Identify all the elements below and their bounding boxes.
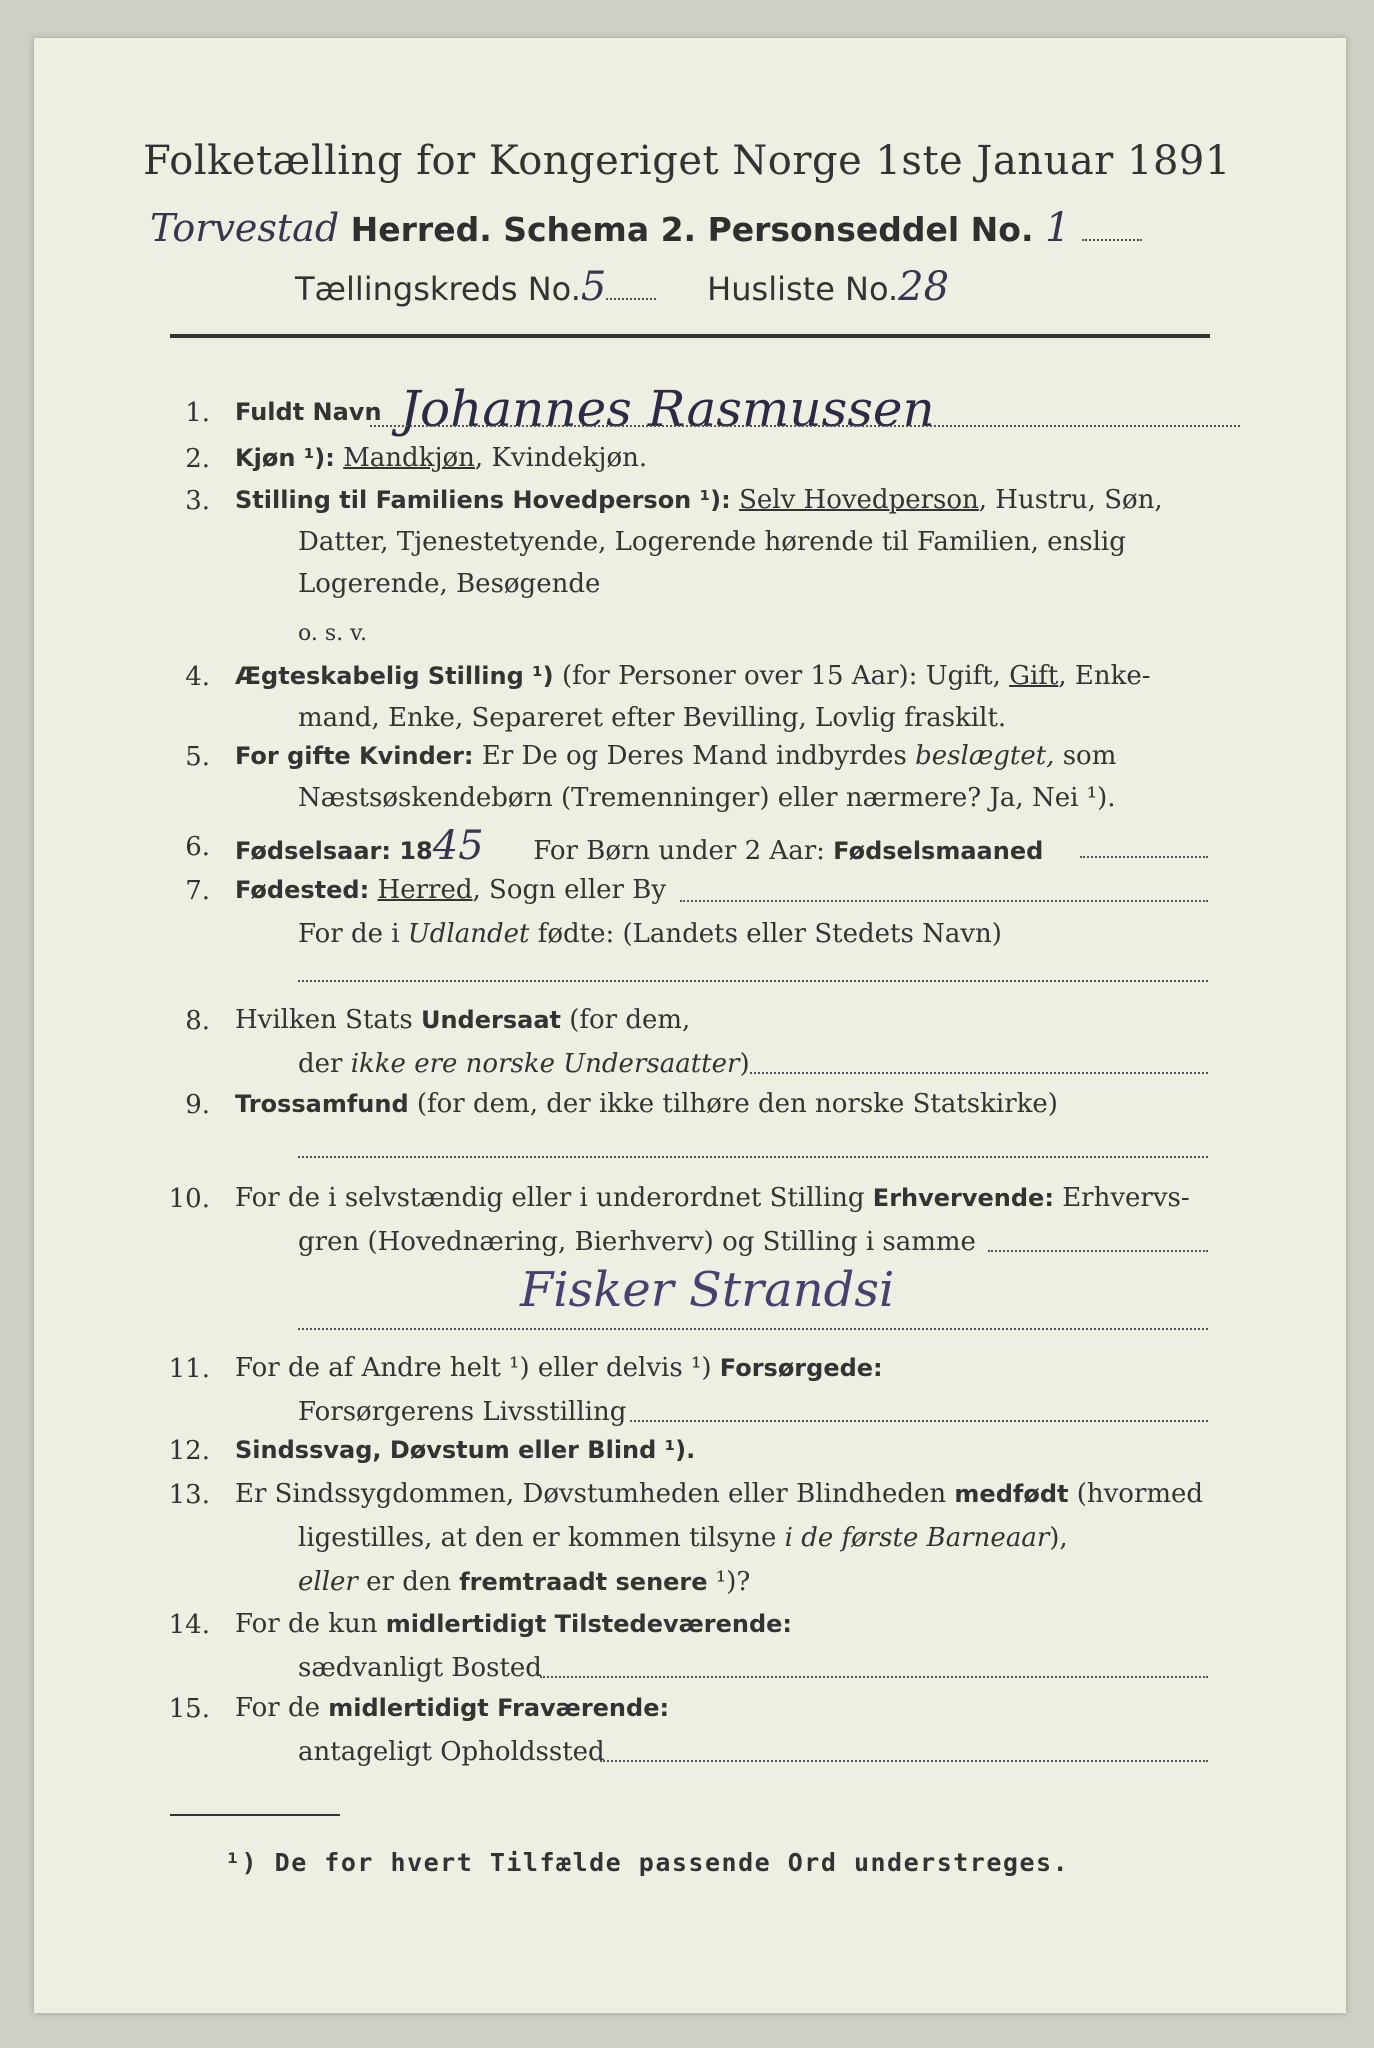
item-2-kjon: Kjøn ¹): Mandkjøn, Kvindekjøn.	[235, 443, 648, 473]
header-rule	[170, 334, 1210, 338]
taellingskreds-number: 5	[580, 264, 607, 310]
item-number: 9.	[185, 1090, 210, 1120]
dotted-line	[370, 425, 1240, 427]
item-7-line2: For de i Udlandet fødte: (Landets eller Stedets Navn)	[298, 919, 1002, 949]
item-7-line1: Fødested: Herred, Sogn eller By	[235, 875, 667, 905]
dotted-line	[540, 1676, 1208, 1678]
item-3-line2: Datter, Tjenestetyende, Logerende hørende til Familien, enslig	[298, 527, 1126, 557]
item-11-line2: Forsørgerens Livsstilling	[298, 1397, 627, 1427]
dotted-line	[298, 980, 1208, 982]
dotted-line	[298, 1156, 1208, 1158]
item-number: 8.	[185, 1006, 210, 1036]
item-number: 5.	[185, 742, 210, 772]
dotted-line	[750, 1072, 1208, 1074]
item-number: 11.	[168, 1354, 210, 1384]
item-9-line1: Trossamfund (for dem, der ikke tilhøre den norske Statskirke)	[235, 1089, 1058, 1119]
birth-year-handwritten: 45	[432, 823, 484, 869]
item-13-line3: eller er den fremtraadt senere ¹)?	[298, 1567, 751, 1597]
footnote: ¹) De for hvert Tilfælde passende Ord understreges.	[225, 1848, 1070, 1877]
item-8-line2: der ikke ere norske Undersaatter)	[298, 1049, 750, 1079]
item-15-line1: For de midlertidigt Fraværende:	[235, 1693, 670, 1723]
husliste-label: Husliste No.	[707, 270, 899, 308]
kreds-line	[295, 264, 949, 310]
item-15-line2: antageligt Opholdssted	[298, 1737, 605, 1767]
item-10-line2: gren (Hovednæring, Bierhverv) og Stilling i samme	[298, 1227, 976, 1257]
item-6-line: Fødselsaar: 1845 For Børn under 2 Aar: Fødselsmaaned	[235, 823, 1044, 869]
dotted-line	[298, 1328, 1208, 1330]
item-4-line1: Ægteskabelig Stilling ¹) (for Personer over 15 Aar): Ugift, Gift, Enke-	[235, 661, 1151, 691]
personseddel-number: 1	[1045, 205, 1071, 251]
item-4-line2: mand, Enke, Separeret efter Bevilling, Lovlig fraskilt.	[298, 703, 1007, 733]
item-10-line1: For de i selvstændig eller i underordnet Stilling Erhvervende: Erhvervs-	[235, 1183, 1190, 1213]
item-number: 14.	[168, 1610, 210, 1640]
item-12-line: Sindssvag, Døvstum eller Blind ¹).	[235, 1436, 696, 1464]
occupation-handwritten: Fisker Strandsi	[520, 1262, 895, 1318]
item-number: 12.	[168, 1436, 210, 1466]
item-number: 6.	[185, 832, 210, 862]
form-title: Folketælling for Kongeriget Norge 1ste Januar 1891	[143, 138, 1231, 184]
dotted-line	[600, 1760, 1208, 1762]
item-13-line1: Er Sindssygdommen, Døvstumheden eller Blindheden medfødt (hvormed	[235, 1479, 1204, 1509]
footnote-rule	[170, 1814, 340, 1816]
item-13-line2: ligestilles, at den er kommen tilsyne i de første Barneaar),	[298, 1523, 1068, 1553]
item-number: 2.	[185, 444, 210, 474]
item-5-line1: For gifte Kvinder: Er De og Deres Mand indbyrdes beslægtet, som	[235, 741, 1117, 771]
item-number: 4.	[185, 662, 210, 692]
herred-handwritten: Torvestad	[150, 206, 340, 250]
taellingskreds-label: Tællingskreds No.	[295, 270, 581, 308]
item-1-label: Fuldt Navn	[235, 398, 382, 426]
item-3-line1: Stilling til Familiens Hovedperson ¹): Selv Hovedperson, Hustru, Søn,	[235, 485, 1163, 515]
item-5-line2: Næstsøskendebørn (Tremenninger) eller nærmere? Ja, Nei ¹).	[298, 783, 1116, 813]
item-11-line1: For de af Andre helt ¹) eller delvis ¹) Forsørgede:	[235, 1353, 883, 1383]
dotted-line	[1080, 856, 1208, 858]
item-number: 13.	[168, 1480, 210, 1510]
item-14-line2: sædvanligt Bosted	[298, 1653, 542, 1683]
item-number: 15.	[168, 1694, 210, 1724]
dotted-line	[988, 1250, 1208, 1252]
full-name-handwritten: Johannes Rasmussen	[400, 380, 935, 438]
dotted-line	[680, 900, 1208, 902]
item-number: 3.	[185, 486, 210, 516]
item-number: 1.	[185, 398, 210, 428]
item-number: 7.	[185, 876, 210, 906]
item-3-line4: o. s. v.	[298, 621, 367, 646]
husliste-number: 28	[898, 264, 950, 310]
item-3-line3: Logerende, Besøgende	[298, 569, 601, 599]
dotted-line	[630, 1420, 1208, 1422]
item-14-line1: For de kun midlertidigt Tilstedeværende:	[235, 1609, 793, 1639]
herred-line	[150, 205, 1142, 251]
item-number: 10.	[168, 1184, 210, 1214]
item-8-line1: Hvilken Stats Undersaat (for dem,	[235, 1005, 691, 1035]
schema-personseddel-label: Herred. Schema 2. Personseddel No.	[350, 210, 1034, 249]
